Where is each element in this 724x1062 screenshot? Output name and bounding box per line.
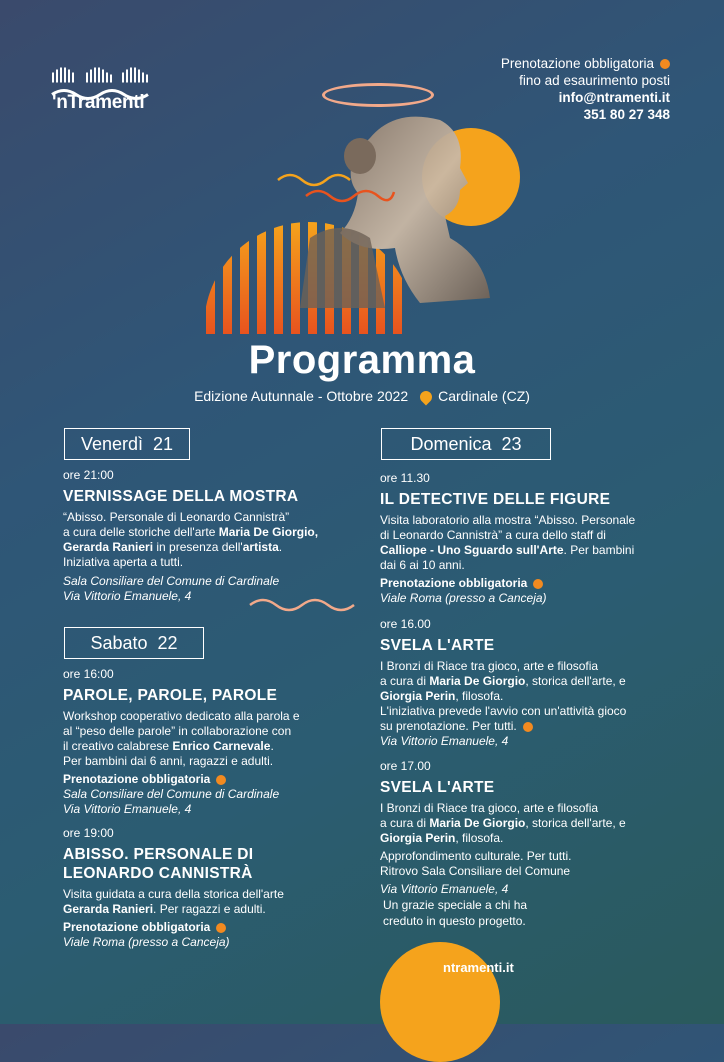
- event-address: Via Vittorio Emanuele, 4: [63, 589, 192, 603]
- event-desc-line: [380, 543, 680, 558]
- event-parole: [63, 667, 363, 817]
- event-desc-line: Approfondimento culturale. Per tutti.: [380, 849, 572, 863]
- event-place: Sala Consiliare del Comune di Cardinale: [63, 787, 280, 801]
- thanks-note: [383, 897, 527, 929]
- text-run: a cura di: [380, 674, 430, 688]
- contact-block: [501, 55, 670, 123]
- text-run: , storica dell'arte, e: [525, 816, 626, 830]
- event-title: IL DETECTIVE DELLE FIGURE: [380, 491, 611, 508]
- event-desc-line: Visita guidata a cura della storica dell'arte: [63, 887, 284, 901]
- edition-label: Edizione Autunnale - Ottobre 2022: [194, 388, 409, 404]
- event-address: Viale Roma (presso a Canceja): [380, 591, 547, 605]
- event-address: Via Vittorio Emanuele, 4: [380, 734, 509, 748]
- thanks-line: Un grazie speciale a chi ha: [383, 898, 528, 912]
- contact-email[interactable]: info@ntramenti.it: [558, 90, 670, 105]
- curator-name: Maria De Giorgio,: [218, 525, 319, 539]
- event-title: LEONARDO CANNISTRÀ: [63, 865, 253, 882]
- event-time: ore 17.00: [380, 759, 431, 773]
- event-time: ore 16.00: [380, 617, 431, 631]
- day-number: 21: [153, 434, 174, 454]
- event-title: PAROLE, PAROLE, PAROLE: [63, 687, 278, 704]
- event-desc-line: L'iniziativa prevede l'avvio con un'attività gioco: [380, 704, 627, 718]
- event-time: ore 19:00: [63, 826, 114, 840]
- curator-name: Maria De Giorgio: [429, 674, 526, 688]
- text-run: . Per bambini: [563, 543, 635, 557]
- statue-head-icon: [300, 108, 500, 308]
- orange-dot-icon: [533, 579, 543, 589]
- text-run: .: [278, 540, 283, 554]
- booking-required: [380, 576, 680, 591]
- event-desc-line: Workshop cooperativo dedicato alla parola e: [63, 709, 300, 723]
- peach-squiggle-icon: [248, 596, 356, 614]
- event-desc-line: dai 6 ai 10 anni.: [380, 558, 465, 572]
- event-title: SVELA L'ARTE: [380, 779, 495, 796]
- booking-label: Prenotazione obbligatoria: [63, 920, 211, 934]
- text-run: .: [270, 739, 274, 753]
- text-run: a cura delle storiche dell'arte: [63, 525, 219, 539]
- event-place: Sala Consiliare del Comune di Cardinale: [63, 574, 280, 588]
- day-name: Domenica: [410, 434, 492, 454]
- curator-name: Gerarda Ranieri: [63, 902, 154, 916]
- event-desc-line: di Leonardo Cannistrà” a cura dello staff di: [380, 528, 606, 542]
- text-run: , filosofa.: [455, 831, 504, 845]
- booking-notice: Prenotazione obbligatoria: [500, 56, 654, 71]
- event-desc-line: [63, 525, 363, 540]
- event-time: ore 21:00: [63, 468, 114, 482]
- booking-required: [63, 920, 363, 935]
- location-label: Cardinale (CZ): [438, 388, 530, 404]
- curator-name: Gerarda Ranieri: [63, 540, 154, 554]
- day-number: 23: [501, 434, 522, 454]
- event-title: ABISSO. PERSONALE DI: [63, 846, 254, 863]
- event-time: ore 16:00: [63, 667, 114, 681]
- orange-dot-icon: [216, 775, 226, 785]
- event-desc-line: [380, 719, 680, 734]
- availability-notice: fino ad esaurimento posti: [519, 73, 670, 88]
- orange-dot-icon: [660, 59, 670, 69]
- event-desc-line: Visita laboratorio alla mostra “Abisso. Personale: [380, 513, 636, 527]
- halo-icon: [322, 83, 434, 107]
- location-pin-icon: [418, 389, 435, 406]
- logo-text: 'nTramenti: [52, 92, 145, 113]
- event-detective: [380, 471, 680, 606]
- website-link[interactable]: ntramenti.it: [443, 960, 514, 975]
- event-time: ore 11.30: [380, 471, 430, 485]
- event-address: Viale Roma (presso a Canceja): [63, 935, 230, 949]
- contact-phone[interactable]: 351 80 27 348: [583, 107, 670, 122]
- event-desc-line: Iniziativa aperta a tutti.: [63, 555, 184, 569]
- event-title: VERNISSAGE DELLA MOSTRA: [63, 488, 299, 505]
- day-name: Venerdì: [80, 434, 144, 454]
- event-desc-line: I Bronzi di Riace tra gioco, arte e filosofia: [380, 659, 599, 673]
- edition-subtitle: [0, 388, 724, 404]
- orange-dot-icon: [523, 722, 533, 732]
- event-address: Via Vittorio Emanuele, 4: [380, 882, 509, 896]
- host-name: Enrico Carnevale: [172, 739, 271, 753]
- event-desc-line: [380, 689, 680, 704]
- event-desc-line: [380, 674, 680, 689]
- event-svela-2: [380, 759, 680, 897]
- orange-squiggle-icon: [276, 170, 396, 206]
- organizer-name: Calliope - Uno Sguardo sull'Arte: [380, 543, 564, 557]
- text-run: , storica dell'arte, e: [525, 674, 626, 688]
- text-run: su prenotazione. Per tutti.: [380, 719, 517, 733]
- text-run: . Per ragazzi e adulti.: [153, 902, 266, 916]
- text-run: a cura di: [380, 816, 430, 830]
- event-desc-line: “Abisso. Personale di Leonardo Cannistrà”: [63, 510, 290, 524]
- event-address: Via Vittorio Emanuele, 4: [63, 802, 192, 816]
- event-title: SVELA L'ARTE: [380, 637, 495, 654]
- day-box-domenica: [381, 428, 551, 460]
- event-abisso: [63, 826, 363, 950]
- event-desc-line: [380, 816, 680, 831]
- day-box-venerdi: [64, 428, 190, 460]
- text-run: in presenza dell': [153, 540, 243, 554]
- booking-required: [63, 772, 363, 787]
- day-number: 22: [157, 633, 178, 653]
- text-run: , filosofa.: [455, 689, 504, 703]
- event-svela-1: [380, 617, 680, 749]
- event-desc-line: Per bambini dai 6 anni, ragazzi e adulti.: [63, 754, 274, 768]
- event-desc-line: Ritrovo Sala Consiliare del Comune: [380, 864, 571, 878]
- text-run: il creativo calabrese: [63, 739, 173, 753]
- orange-dot-icon: [216, 923, 226, 933]
- event-desc-line: I Bronzi di Riace tra gioco, arte e filosofia: [380, 801, 599, 815]
- artist-label: artista: [242, 540, 279, 554]
- philosopher-name: Giorgia Perin: [380, 689, 456, 703]
- thanks-line: creduto in questo progetto.: [383, 914, 526, 928]
- event-desc-line: al “peso delle parole” in collaborazione con: [63, 724, 292, 738]
- booking-label: Prenotazione obbligatoria: [63, 772, 211, 786]
- philosopher-name: Giorgia Perin: [380, 831, 456, 845]
- booking-label: Prenotazione obbligatoria: [380, 576, 528, 590]
- event-vernissage: [63, 468, 363, 604]
- day-box-sabato: [64, 627, 204, 659]
- day-name: Sabato: [90, 633, 148, 653]
- page-title: Programma: [248, 338, 476, 382]
- curator-name: Maria De Giorgio: [429, 816, 526, 830]
- event-desc-line: [380, 831, 680, 846]
- event-desc-line: [63, 540, 363, 555]
- event-desc-line: [63, 739, 363, 754]
- event-desc-line: [63, 902, 363, 917]
